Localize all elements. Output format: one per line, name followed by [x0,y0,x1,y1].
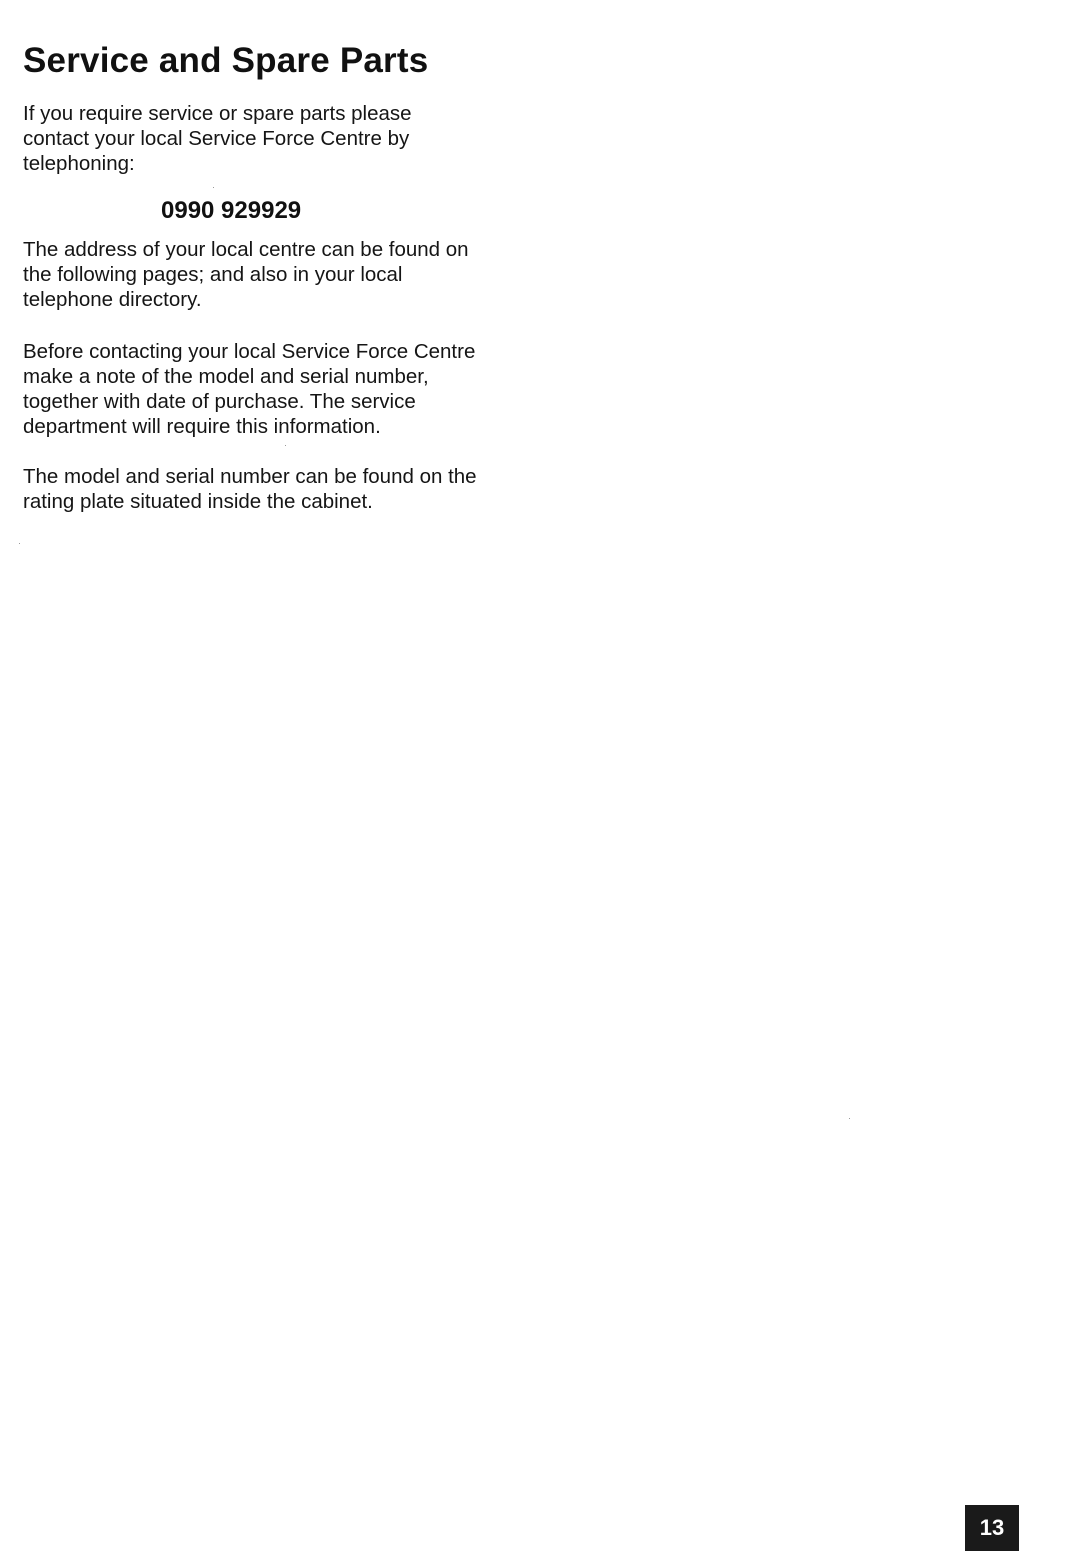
scan-speck [849,1118,850,1119]
intro-paragraph [23,101,543,176]
address-info-line: the following pages; and also in your local [23,263,403,286]
page-title: Service and Spare Parts [23,41,429,80]
scan-speck [285,445,286,446]
address-info-line: telephone directory. [23,288,202,311]
before-contacting-paragraph [23,339,543,439]
intro-line: telephoning: [23,152,135,175]
before-contacting-line: together with date of purchase. The service [23,390,416,413]
before-contacting-line: make a note of the model and serial number, [23,365,429,388]
scan-speck [19,543,20,544]
before-contacting-line: Before contacting your local Service Force Centre [23,340,476,363]
address-info-paragraph [23,237,543,312]
page-number-badge: 13 [965,1505,1019,1551]
rating-plate-line: The model and serial number can be found on the [23,465,477,488]
rating-plate-line: rating plate situated inside the cabinet. [23,490,373,513]
scan-speck [213,187,214,188]
service-phone-number: 0990 929929 [161,197,302,224]
address-info-line: The address of your local centre can be found on [23,238,469,261]
intro-line: If you require service or spare parts please [23,102,412,125]
before-contacting-line: department will require this information. [23,415,381,438]
rating-plate-paragraph [23,464,543,514]
intro-line: contact your local Service Force Centre by [23,127,410,150]
